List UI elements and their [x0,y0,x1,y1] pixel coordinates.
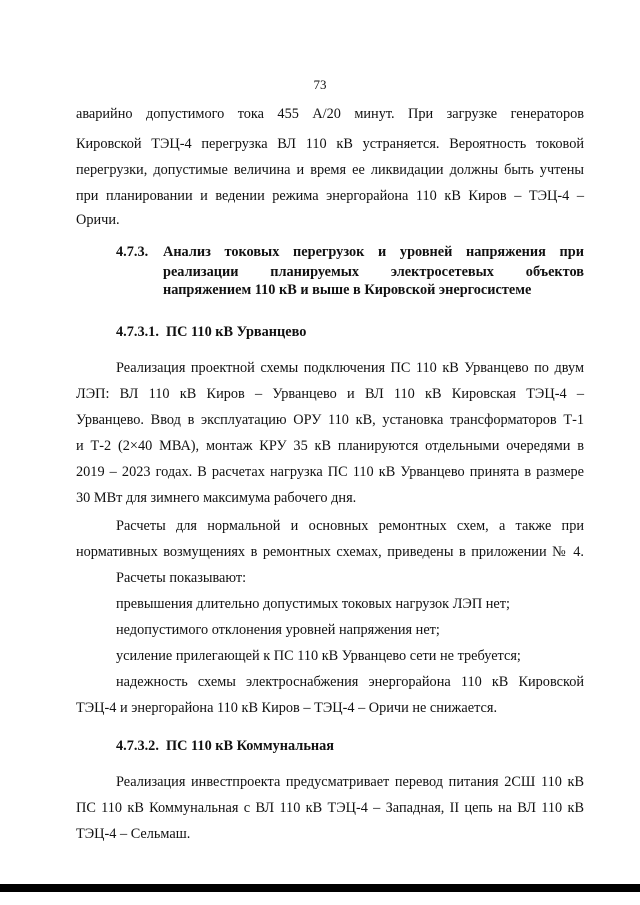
page-number: 73 [313,77,327,92]
paragraph-line: Урванцево. Ввод в эксплуатацию ОРУ 110 кВ, установка трансформаторов Т-1 [76,412,584,428]
paragraph-line: аварийно допустимого тока 455 А/20 минут. При загрузке генераторов [76,106,584,122]
list-item: превышения длительно допустимых токовых нагрузок ЛЭП нет; [116,596,510,612]
paragraph-line: 30 МВт для зимнего максимума рабочего дня. [76,490,357,506]
paragraph-line: нормативных возмущениях в ремонтных схемах, приведены в приложении № 4. [76,544,584,560]
list-intro: Расчеты показывают: [116,570,247,586]
paragraph-line: при планировании и ведении режима энергорайона 110 кВ Киров – ТЭЦ-4 – [76,188,584,204]
list-item: надежность схемы электроснабжения энергорайона 110 кВ Кировской [116,674,584,690]
paragraph-line: Оричи. [76,212,120,228]
subsection-heading: 4.7.3.1. ПС 110 кВ Урванцево [116,324,307,340]
paragraph-line: и Т-2 (2×40 МВА), монтаж КРУ 35 кВ планируются отдельными очередями в [76,438,584,454]
list-item-continuation: ТЭЦ-4 и энергорайона 110 кВ Киров – ТЭЦ-4 – Оричи не снижается. [76,700,498,716]
paragraph-line: Реализация проектной схемы подключения ПС 110 кВ Урванцево по двум [116,360,584,376]
paragraph-line: ПС 110 кВ Коммунальная с ВЛ 110 кВ ТЭЦ-4 – Западная, II цепь на ВЛ 110 кВ [76,800,584,816]
subsection-heading: 4.7.3.2. ПС 110 кВ Коммунальная [116,738,335,754]
scan-edge-bar [0,884,640,892]
section-number: 4.7.3. [116,244,149,260]
paragraph-line: Реализация инвестпроекта предусматривает перевод питания 2СШ 110 кВ [116,774,584,790]
list-item: недопустимого отклонения уровней напряжения нет; [116,622,440,638]
paragraph-line: ЛЭП: ВЛ 110 кВ Киров – Урванцево и ВЛ 110 кВ Кировская ТЭЦ-4 – [76,386,584,402]
list-item: усиление прилегающей к ПС 110 кВ Урванцево сети не требуется; [116,648,521,664]
section-title-line: Анализ токовых перегрузок и уровней напряжения при [163,244,584,260]
paragraph-line: перегрузки, допустимые величина и время ее ликвидации должны быть учтены [76,162,584,178]
paragraph-line: Кировской ТЭЦ-4 перегрузка ВЛ 110 кВ устраняется. Вероятность токовой [76,136,584,152]
paragraph-line: 2019 – 2023 годах. В расчетах нагрузка ПС 110 кВ Урванцево принята в размере [76,464,584,480]
section-title-line: реализации планируемых электросетевых объектов [163,264,584,280]
paragraph-line: Расчеты для нормальной и основных ремонтных схем, а также при [116,518,584,534]
paragraph-line: ТЭЦ-4 – Сельмаш. [76,826,191,842]
section-title-line: напряжением 110 кВ и выше в Кировской энергосистеме [163,282,532,298]
